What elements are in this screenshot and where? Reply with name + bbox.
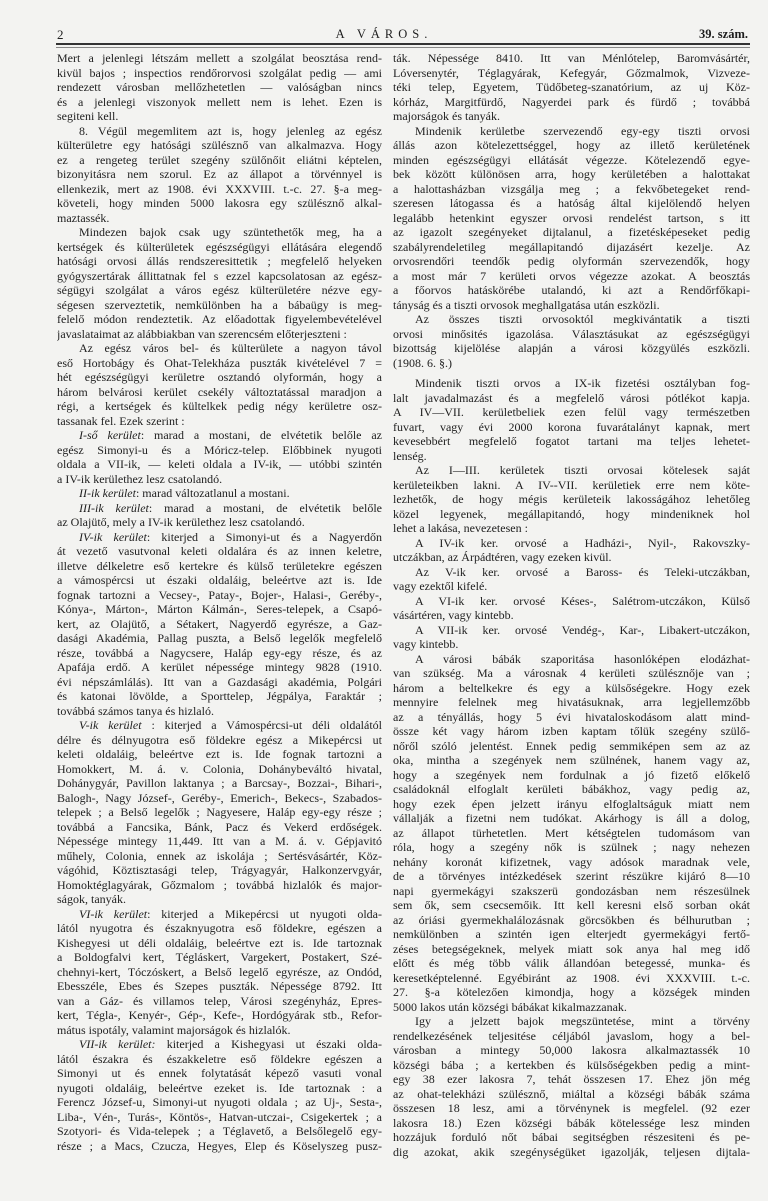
text-line: oldala a VII-ik, — keleti oldala a IV-ik, — utóbbi szintén (57, 457, 382, 471)
text-line: községi bába ; a kertekben és külsőségekben pedig a mint- (393, 1057, 750, 1072)
text-line (57, 1037, 382, 1052)
text-line: Homokkert, M. á. v. Colonia, Dohánybeváltó hivatal, (57, 761, 382, 776)
text-line: ségügyi szolgálat a város egész külterületére nézve egy- (57, 283, 382, 297)
text-line (57, 718, 382, 733)
text-line: Az V-ik ker. orvosé a Baross- és Teleki-utczákban, (415, 564, 750, 579)
text-line: hogy ezek épen jelzett irányu elfoglaltságuk miatt nem (393, 796, 750, 811)
text-line: nőről szóló jelentést. Ennek pedig semmiképen sem az az (393, 738, 750, 753)
text-line: szeresen látogassa és a hatóság által kijelölendő helyen (393, 196, 750, 210)
text-line: délre és délnyugotra eső földekre egész a Mikepércsi ut (57, 732, 382, 747)
text-line: keleti oldaláig, beleértve ezt is. Ide fognak tartozni a (57, 747, 382, 761)
line-text: : kiterjed a Mikepércsi ut nyugoti olda- (147, 906, 382, 921)
header-rule (56, 43, 750, 45)
text-line: rendelkezésének teljesitése céljából javaslom, hogy a bel- (393, 1028, 750, 1043)
text-line: állás azon kötelezettséggel, hogy az illető kerületének (393, 138, 750, 152)
paragraph (393, 124, 750, 313)
paragraph (393, 51, 750, 124)
text-line: van szükség. Ma a városnak 4 kerületi szülésznője van ; (393, 666, 750, 680)
text-line: bizottság kijelölése alapján a városi közgyülés eszközli. (393, 341, 750, 355)
text-line: a halottasházban vizsgálja meg ; a fekvőbetegeket rend- (393, 181, 750, 196)
text-line: Mindezen bajok csak ugy szüntethetők meg, ha a (79, 225, 382, 239)
text-line: ellenkezik, mert az 1908. évi XXXVIII. t.-c. 27. §-a meg- (57, 181, 382, 196)
paragraph (393, 594, 750, 623)
text-line: hogy a szegények nem fordulnak a jó fizető előkelő (393, 767, 750, 782)
text-line: hatósági orvosi állás rendszeresittetik ; megfelelő helyeken (57, 254, 382, 268)
text-line: nyugoti oldaláig, beleértve ezeket is. Ide tartoznak : a (57, 1080, 382, 1095)
text-line: javaslataimat az alábbiakban van szerencsém előterjeszteni : (57, 326, 347, 341)
text-line: része, továbbá a Nagycsere, Haláp egy-egy része, és az (57, 645, 382, 660)
text-line: 5000 lakos után községi bábákat kikalmazzanak. (393, 999, 627, 1014)
text-line: A VII-ik ker. orvosé Vendég-, Kar-, Libakert-utczákon, (415, 622, 750, 637)
paragraph (57, 341, 382, 428)
text-line: lalt javadalmazást és a megfelelő városi pótlékot kapja. (393, 390, 750, 405)
paragraph (393, 623, 750, 652)
paragraph (393, 312, 750, 370)
text-line (57, 907, 382, 922)
text-line: lezhetők, de hogy mégis kerületeik lakosságához lehetőleg (393, 492, 750, 506)
text-line: Kónya-, Márton-, Márton Kálmán-, Seres-telepek, a Csapó- (57, 602, 382, 616)
paragraph (57, 428, 382, 486)
text-line (57, 501, 382, 516)
text-line: városban a mintegy 50,000 lakosra alkalmaztassék 10 (393, 1043, 750, 1057)
text-line: egész Simonyi-u és a Móricz-telep. Előbbinek nyugoti (57, 442, 382, 457)
text-line: fognak tartozni a Vecsey-, Patay-, Bojer-, Halasi-, Geréby-, (57, 587, 382, 602)
district-heading: VII-ik kerület: (79, 1037, 156, 1051)
text-line: dig azokat, akik szegénységüket igazolják, teljesen dijtala- (393, 1144, 750, 1159)
text-line: át vezető vasutvonal keleti oldalára és az innen keletre, (57, 544, 382, 558)
text-line: kórház, Margitfürdő, Nagyerdei park és fürdő ; továbbá (393, 94, 750, 109)
text-line: három belvárosi kerület csekély változtatással maradjon a (57, 384, 382, 399)
line-text: kiterjed a Kishegyasi ut északi olda- (155, 1037, 382, 1051)
text-line: vagy kintebb. (393, 637, 459, 651)
paragraph (393, 463, 750, 536)
district-heading: IV-ik kerület (79, 529, 147, 544)
text-line: segiteni kell. (57, 109, 119, 123)
column-right (393, 51, 750, 1159)
paragraph (57, 225, 382, 341)
text-line: Mindenik kerületbe szervezendő egy-egy tiszti orvosi (415, 123, 750, 138)
text-line: hozzájuk forduló nőt bábai segitségben részesiteni és pe- (393, 1130, 750, 1144)
text-line: össze két vagy három izben kaptam tőlük szegény szülő- (393, 724, 750, 738)
paragraph (393, 536, 750, 565)
text-line: Az I—III. kerületek tiszti orvosai kötelesek saját (415, 463, 750, 477)
text-line: kertségek és külterületek egészségügyi ellátására elegendő (57, 239, 382, 254)
newspaper-title: A VÁROS. (335, 27, 433, 41)
text-line: lenség. (393, 448, 427, 463)
text-line: része ; a Macs, Czucza, Hegyes, Elep és Köselyszeg pusz- (57, 1138, 382, 1153)
paragraph (57, 907, 382, 1038)
text-line: róla, hogy a szegény nők is szülnek ; nagy nehezen (393, 840, 750, 854)
text-line (57, 428, 382, 443)
text-line: chehnyi-kert, Tóczóskert, a Belső legelő egyrésze, az Ondód, (57, 964, 382, 979)
paragraph (393, 652, 750, 1015)
text-line: maztassék. (57, 210, 110, 225)
text-line: az ohat-telekházi szülésznő, miáltal a községi bábák száma (393, 1086, 750, 1101)
text-line: keresetképtelenné. Egyébiránt az 1908. évi XXXVIII. t.-c. (393, 970, 750, 985)
text-line: és a jelenlegi viszonyok mellett nem is lehet. Ezen is (57, 94, 382, 109)
text-line: évi népszámlálás). Itt van a Gazdasági akadémia, Polgári (57, 674, 382, 689)
text-line: dasági Akadémia, Pallag puszta, a Belső legelők megfelelő (57, 631, 382, 645)
text-line: tassanak fel. Ezek szerint : (57, 413, 185, 428)
text-line: nehány koronát kifizetnek, vagy adósok maradnak vele, (393, 854, 750, 869)
text-line: lakosra 18.) Ezen községi bábák kötelessége lesz minden (393, 1115, 750, 1130)
column-left (57, 51, 382, 1153)
text-line: az állapot türhetetlen. Mert kétségtelen tudomásom van (393, 825, 750, 840)
text-line: kerületeikben lakni. A IV--VII. kerületiek erre nem köte- (393, 477, 750, 492)
text-line: Lóversenytér, Téglagyárak, Kefegyár, Gőzmalmok, Vizveze- (393, 65, 750, 80)
text-line: szabályrendeletileg megállapitandó dijazásért kezelje. Az (393, 239, 750, 254)
text-line: 27. §-a kötelezően kimondja, hogy a községek minden (393, 985, 750, 999)
text-line: Ebesszéle, Ebes és Szepes puszták. Népessége 8792. Itt (57, 979, 382, 993)
text-line: rendezett városban mellőzhetetlen — valóságban nincs (57, 80, 382, 94)
text-line: az igazolt szegényeket dijtalanul, a fizetésképeseket pedig (393, 225, 750, 239)
text-line: ták. Népessége 8410. Itt van Ménlótelep, Baromvásártér, (393, 51, 750, 65)
text-line: továbbá a Fancsika, Bánk, Pacz és Vekerd erdőségek. (57, 819, 382, 834)
text-line: illetve délkeletre eső kertekre és külső területekre egészen (57, 558, 382, 573)
text-line: kert, Tégla-, Kenyér-, Gép-, Kefe-, Hordógyárak stb., Refor- (57, 1008, 382, 1022)
line-text: : marad a mostani, de elvétetik belőle (148, 500, 382, 515)
text-line: Szotyori- és Vida-telepek ; a Téglavető, a Belsőlegelő egy- (57, 1124, 382, 1138)
paragraph (57, 530, 382, 719)
text-line: téki telep, Egyetem, Tüdőbeteg-szanatórium, az uj Köz- (393, 80, 750, 94)
district-heading: III-ik kerület (79, 500, 149, 515)
text-line: és katonai lövölde, a Sporttelep, Jégpálya, Faraktár ; (57, 689, 382, 703)
text-line: Simonyi ut és ennek folytatását képező vasuti vonal (57, 1066, 382, 1080)
text-line: minden egészségügyi ellátását végezze. Kötelezendő egye- (393, 152, 750, 167)
header-rule-thin (56, 47, 750, 48)
text-line: felelő módon rendeztetik. Az előadottak figyelembevételével (57, 312, 382, 326)
text-line: (1908. 6. §.) (393, 355, 452, 370)
text-line: Igy a jelzett bajok megszüntetése, mint a törvény (415, 1014, 750, 1028)
paragraph (57, 124, 382, 226)
text-line: lától nyugotra és északnyugotra eső földekre, egészen a (57, 921, 382, 935)
text-line: összesen 18 lesz, ami a törvénynek is megfelel. (92 ezer (393, 1101, 750, 1115)
text-line: orvosrendőri teendők pedig olyformán szervezendők, hogy (393, 254, 750, 268)
text-line: három a beltelkekre és egy a külsőségekre. Hogy ezek (393, 680, 750, 695)
text-line: vásártéren, vagy kintebb. (393, 608, 514, 622)
text-line: követeli, hogy minden 5000 lakosra egy szülésznő alkal- (57, 196, 382, 210)
paragraph (57, 718, 382, 907)
text-line: vágóhid, Köztisztasági telep, Trágyagyár, Halkonzervgyár, (57, 863, 382, 877)
text-line: kevesebbért megfelelő fogatot tartani ma teljes lehetet- (393, 434, 750, 448)
text-line: Az összes tiszti orvosoktól megkivántatik a tiszti (415, 312, 750, 326)
text-line: majorságok és tanyák. (393, 109, 500, 123)
text-line: gyógyszertárak állittatnak fel s ezzel kapcsolatosan az egész- (57, 268, 382, 283)
text-line: Mindenik tiszti orvos a IX-ik fizetési osztályban fog- (415, 376, 750, 390)
text-line: a IV-ik kerülethez lesz csatolandó. (57, 471, 223, 486)
text-line: Az egész város bel- és külterülete a nagyon távol (79, 341, 382, 355)
text-line: vállalják a fizetni nem tudókat. Akárhogy is áll a dolog, (393, 811, 750, 825)
text-line: utczákban, az Árpádtéren, vagy ezeken kivül. (393, 550, 612, 564)
text-line: de a törvényes intézkedések szerint részükre kijáró 8—10 (393, 869, 750, 883)
text-line: egy 38 ezer lakosra 7, tehát összesen 17. Ehez jön még (393, 1072, 750, 1086)
text-line: nemkülönben a szintén igen elterjedt gyermekágyi fertő- (393, 927, 750, 941)
text-line: Homoktéglagyárak, Gőzmalom ; továbbá hizlalók és major- (57, 877, 382, 892)
text-line: előtt és még több válik állandóan betegessé, munka- és (393, 956, 750, 970)
text-line: orvosi minősités igazolása. Választásukat az egészségügyi (393, 326, 750, 341)
text-line: Liba-, Vén-, Turás-, Köntös-, Hatvan-utczai-, Csigekertek ; a (57, 1109, 382, 1124)
text-line: tányság és a tiszti orvosok meghallgatása után eszközli. (393, 297, 660, 312)
district-heading: V-ik kerület (79, 718, 142, 732)
text-line: van a Gáz- és villamos telep, Városi szegényház, Epres- (57, 993, 382, 1008)
text-line: hét egészségügyi kerületre osztandó olyformán, hogy a (57, 370, 382, 384)
district-heading: II-ik kerület (79, 486, 136, 500)
district-heading: I-ső kerület (79, 428, 141, 442)
text-line: zéses betegségeknek, melyek miatt sok anya hal meg idő (393, 941, 750, 956)
text-line: oka, mintha a szegények nem szülnének, hanem vagy az, (393, 753, 750, 767)
paragraph (57, 486, 382, 501)
text-line: a vámospércsi ut északi oldaláig, beleértve azt is. Ide (57, 573, 382, 587)
line-text: : kiterjed a Simonyi-ut és a Nagyerdőn (146, 529, 382, 544)
text-line: vagy ezektől kifelé. (393, 579, 488, 593)
text-line: A IV—VII. kerületbeliek ezen felül vagy természetben (393, 405, 750, 419)
page-number: 2 (57, 27, 64, 42)
paragraph (393, 376, 750, 463)
text-line: az a tényállás, hogy 5 évi hivataloskodásom alatt mind- (393, 709, 750, 724)
text-line: közel legyenek, megállapitandó, hogy mindeniknek hol (393, 506, 750, 521)
text-line (57, 486, 382, 501)
text-line: az óriási gyermekhalálozásnak görcsökben és bélhurutban ; (393, 912, 750, 927)
paragraph (393, 1014, 750, 1159)
text-line (57, 530, 382, 545)
text-line: mátus ispotály, valamint majorságok és hizlalók. (57, 1022, 291, 1037)
text-line: bizonyitásra nem szorul. Ez az állapot a törvénnyel is (57, 167, 382, 181)
text-line: legalább hetenkint egyszer orvosi rendelést tartson, s itt (393, 210, 750, 225)
text-line: külterületre egy hatósági szülésznő van alkalmazva. Hogy (57, 138, 382, 152)
text-line: lától északra és északkeletre eső földekre egészen a (57, 1051, 382, 1066)
text-line: családoknál elfoglalt kerületi bábákhoz, vagy pedig az, (393, 782, 750, 796)
line-text: : kiterjed a Vámospércsi-ut déli oldalától (141, 718, 382, 732)
text-line: fuvart, vagy évi 2000 korona fuvarátalányt kapnak, mert (393, 419, 750, 434)
paragraph (57, 501, 382, 530)
text-line: Apafája erdő. A kerület népessége mintegy 9828 (1910. (57, 660, 382, 674)
paragraph (57, 51, 382, 124)
text-line: Kishegyesi ut déli oldaláig, beleértve ezt is. Ide tartoznak (57, 935, 382, 950)
text-line: Ferencz József-u, Simonyi-ut nyugoti oldala ; az Uj-, Sesta-, (57, 1095, 382, 1109)
text-line: mennyire felelnek meg hivatásuknak, arra legjellemzőbb (393, 695, 750, 709)
text-line: Mert a jelenlegi létszám mellett a szolgálat beosztása rend- (57, 51, 382, 65)
text-line: A városi bábák szaporitása hasonlóképen elodázhat- (415, 651, 750, 666)
text-line: telepek ; a Belső legelők ; Nagyesere, Haláp egy-egy része ; (57, 805, 382, 819)
text-line: ez a rengeteg terület szegény szülőnőit eliátni képtelen, (57, 152, 382, 167)
text-line: bek között különösen arra, hogy kerületében a halottakat (393, 167, 750, 181)
text-line: napi gyermekágyi szakszerü gondozásban nem részesülnek (393, 883, 750, 898)
text-line: lehet a lakása, nevezetesen : (393, 521, 528, 535)
text-line: a Boldogfalvi kert, Tégláskert, Vargekert, Postakert, Szé- (57, 950, 382, 964)
text-line: sem ők, sem csecsemőik. Itt kell keresni első sorban okát (393, 898, 750, 912)
text-line: a most már 7 kerületi orvos végezze azokat. A beosztás (393, 268, 750, 283)
line-text: : marad változatlanul a mostani. (135, 486, 290, 500)
text-line: eső Hortobágy és Ohat-Telekháza puszták kivételével 7 = (57, 355, 382, 370)
text-line: továbbá számos tanya és hizlaló. (57, 703, 214, 718)
paragraph (393, 565, 750, 594)
text-line: a főorvos hatáskörébe utalandó, ki azt a Rendőrfőkapi- (393, 283, 750, 297)
text-line: Balogh-, Nagy József-, Geréby-, Emerich-, Bekecs-, Szabados- (57, 790, 382, 805)
text-line: Népessége mintegy 11,449. Itt van a M. á. v. Gépjavitó (57, 834, 382, 848)
text-line: A IV-ik ker. orvosé a Hadházi-, Nyil-, Rakovszky- (415, 535, 750, 550)
paragraph (57, 1037, 382, 1153)
text-line: A VI-ik ker. orvosé Késes-, Salétrom-utczákon, Külső (415, 593, 750, 608)
text-line: ságok, tanyák. (57, 892, 126, 906)
text-line: Dohánygyár, Pavillon laktanya ; a Barcsay-, Bozzai-, Bihari-, (57, 776, 382, 790)
text-line: kert, az Olajütő, a Sétakert, Nagyerdő egyrésze, a Gaz- (57, 616, 382, 631)
text-line: az Olajütő, mely a IV-ik kerülethez lesz csatolandó. (57, 515, 305, 529)
issue-number: 39. szám. (699, 27, 748, 41)
text-line: ségesen szerveztetik, nemkülönben ha a bábaügy is meg- (57, 297, 382, 312)
text-line: kivül bajos ; inspectios rendőrorvosi szolgálat pedig — ami (57, 65, 382, 80)
text-line: 8. Végül megemlitem azt is, hogy jelenleg az egész (79, 123, 382, 138)
text-line: műhely, Colonia, ennek az iskolája ; Sertésvásártér, Köz- (57, 848, 382, 863)
district-heading: VI-ik kerület (79, 906, 148, 921)
text-line: régi, a kertségek és kültelkek pedig négy kerületre osz- (57, 399, 382, 413)
line-text: : marad a mostani, de elvétetik belőle az (140, 428, 382, 442)
